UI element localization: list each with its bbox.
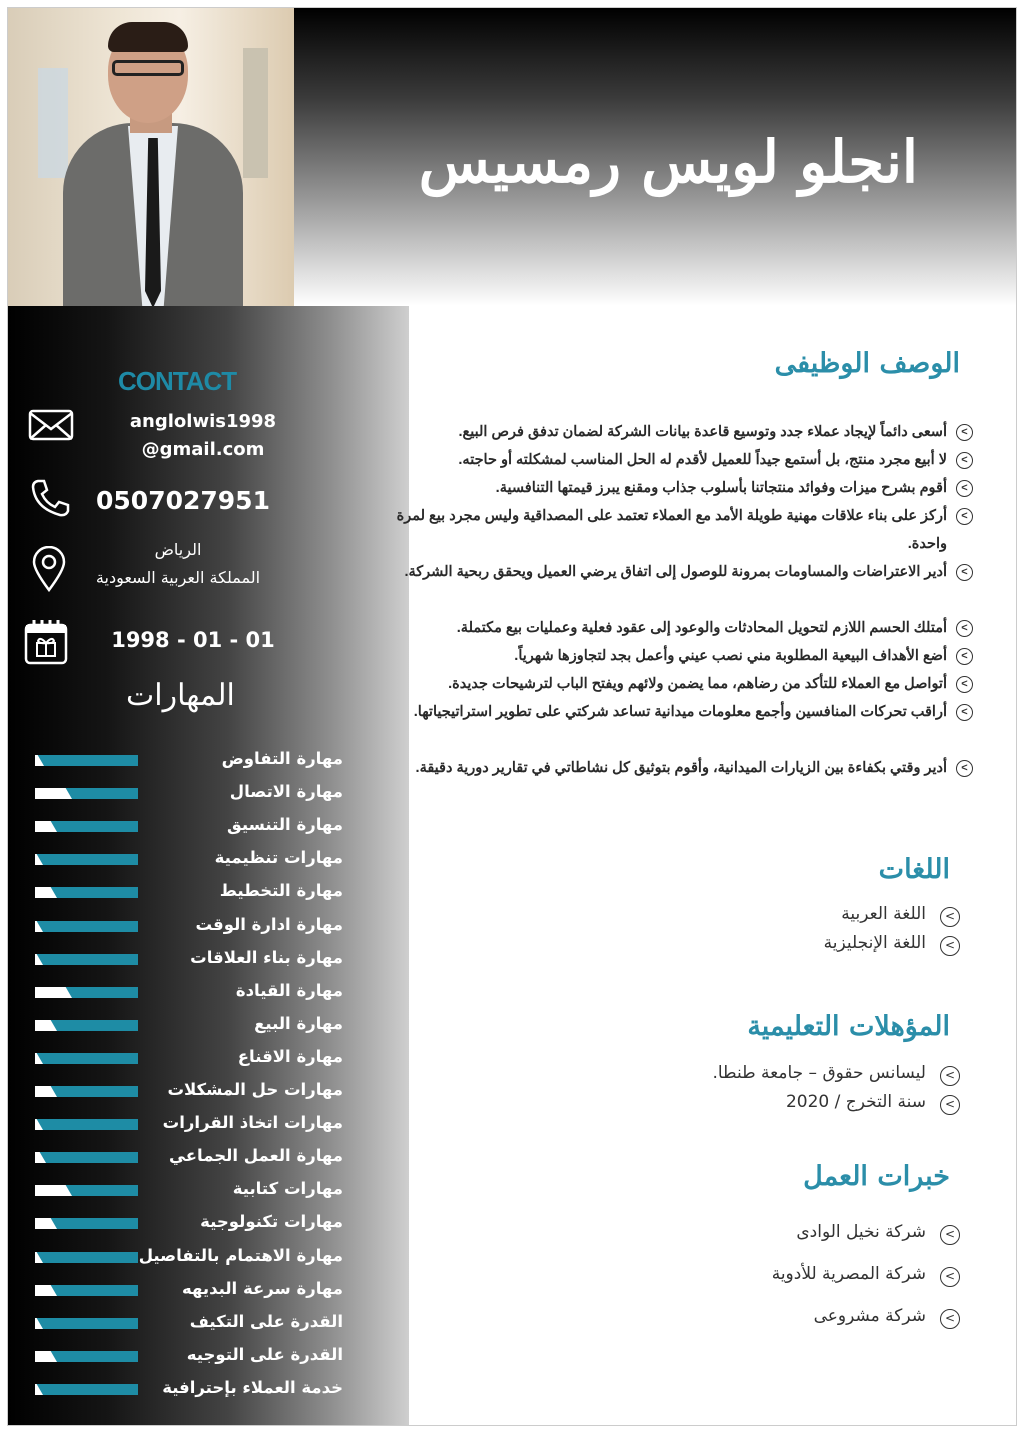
skill-level-bar	[35, 1185, 138, 1196]
skill-bar-unfilled	[35, 887, 57, 898]
skill-level-bar	[35, 921, 138, 932]
skill-label: مهارة ادارة الوقت	[195, 914, 343, 934]
chevron-circle-icon: <	[956, 452, 973, 469]
skill-row	[33, 1113, 343, 1139]
skill-level-bar	[35, 1020, 138, 1031]
list-item-text: أتواصل مع العملاء للتأكد من رضاهم، مما يضمن ولائهم ويفتح الباب لترشيحات جديدة.	[448, 676, 947, 692]
skill-bar-unfilled	[35, 1252, 43, 1263]
skill-bar-unfilled	[35, 755, 44, 766]
chevron-circle-icon: <	[940, 1267, 960, 1287]
job-description-heading: الوصف الوظيفى	[774, 348, 960, 379]
skill-row	[33, 1014, 343, 1040]
list-item-text: أدير الاعتراضات والمساومات بمرونة للوصول إلى اتفاق يرضي العميل ويحقق ربحية الشركة.	[404, 564, 947, 580]
address	[73, 536, 283, 592]
skill-bar-unfilled	[35, 1218, 57, 1229]
list-item	[393, 558, 973, 586]
sidebar	[8, 306, 409, 1426]
skill-label: خدمة العملاء بإحترافية	[162, 1377, 343, 1397]
chevron-circle-icon: <	[956, 564, 973, 581]
email-line-2: @gmail.com	[141, 439, 265, 460]
chevron-circle-icon: <	[956, 704, 973, 721]
list-item-text: لا أبيع مجرد منتج، بل أستمع جيداً للعميل لأقدم له الحل المناسب لمشكلته أو حاجته.	[458, 452, 947, 468]
list-item-text: أركز على بناء علاقات مهنية طويلة الأمد مع العملاء تعتمد على المصداقية وليس مجرد بيع لمرة واحدة.	[396, 508, 947, 552]
chevron-circle-icon: <	[940, 907, 960, 927]
skill-bar-unfilled	[35, 1351, 57, 1362]
skill-bar-unfilled	[35, 1152, 46, 1163]
envelope-icon	[28, 409, 74, 441]
skill-bar-unfilled	[35, 854, 43, 865]
chevron-circle-icon: <	[940, 1066, 960, 1086]
skill-label: القدرة على التكيف	[189, 1311, 343, 1331]
skill-bar-unfilled	[35, 1119, 43, 1130]
chevron-circle-icon: <	[956, 676, 973, 693]
list-item-text: أضع الأهداف البيعية المطلوبة مني نصب عيني وأعمل بجد لتجاوزها شهرياً.	[514, 648, 947, 664]
skill-label: مهارة الاتصال	[229, 782, 343, 802]
skill-row	[33, 1378, 343, 1404]
skill-label: مهارة التفاوض	[221, 749, 343, 768]
skill-level-bar	[35, 987, 138, 998]
list-item-text: اللغة العربية	[841, 904, 926, 924]
list-item-text: ليسانس حقوق – جامعة طنطا.	[712, 1063, 926, 1083]
main-content	[396, 306, 1017, 1426]
contact-heading: CONTACT	[118, 366, 237, 396]
country: المملكة العربية السعودية	[95, 568, 261, 587]
chevron-circle-icon: <	[956, 760, 973, 777]
candidate-name: انجلو لويس رمسيس	[418, 128, 918, 196]
city: الرياض	[154, 540, 202, 559]
skill-row	[33, 1212, 343, 1238]
skill-bar-unfilled	[35, 821, 57, 832]
list-item-text: أقوم بشرح ميزات وفوائد منتجاتنا بأسلوب جذاب ومقنع يبرز قيمتها التنافسية.	[495, 480, 947, 496]
skill-level-bar	[35, 1218, 138, 1229]
chevron-circle-icon: <	[940, 1095, 960, 1115]
chevron-circle-icon: <	[956, 648, 973, 665]
skill-label: مهارة القيادة	[235, 980, 343, 1000]
skill-level-bar	[35, 887, 138, 898]
skill-level-bar	[35, 821, 138, 832]
skill-bar-unfilled	[35, 1285, 57, 1296]
list-item	[393, 474, 973, 502]
list-item-text: شركة نخيل الوادى	[796, 1222, 926, 1242]
skill-bar-unfilled	[35, 1020, 57, 1031]
list-item	[393, 614, 973, 642]
list-item-text: أمتلك الحسم اللازم لتحويل المحادثات والوعود إلى عقود فعلية وعمليات بيع مكتملة.	[456, 620, 947, 636]
list-item	[393, 642, 973, 670]
email-line-1: anglolwis1998	[129, 411, 277, 432]
list-item	[393, 446, 973, 474]
skill-level-bar	[35, 1053, 138, 1064]
skill-level-bar	[35, 1285, 138, 1296]
skill-label: مهارة التنسيق	[226, 815, 343, 835]
list-item-text: أدير وقتي بكفاءة بين الزيارات الميدانية، وأقوم بتوثيق كل نشاطاتي في تقارير دورية دقيقة.	[415, 760, 947, 776]
skill-bar-unfilled	[35, 954, 43, 965]
skill-label: مهارات اتخاذ القرارات	[162, 1113, 343, 1133]
header	[294, 8, 1017, 306]
skill-level-bar	[35, 854, 138, 865]
list-item	[393, 698, 973, 726]
chevron-circle-icon: <	[956, 480, 973, 497]
skill-bar-unfilled	[35, 1185, 72, 1196]
skill-label: مهارة سرعة البديهه	[181, 1278, 343, 1298]
location-pin-icon	[32, 546, 66, 592]
skill-level-bar	[35, 1152, 138, 1163]
chevron-circle-icon: <	[956, 508, 973, 525]
skill-level-bar	[35, 1384, 138, 1395]
skill-label: مهارة العمل الجماعي	[169, 1146, 343, 1166]
skill-row	[33, 948, 343, 974]
list-item	[393, 754, 973, 782]
list-item	[393, 670, 973, 698]
list-item-text: اللغة الإنجليزية	[823, 933, 926, 953]
chevron-circle-icon: <	[940, 1225, 960, 1245]
skill-label: القدرة على التوجيه	[186, 1344, 343, 1364]
skill-row	[33, 1179, 343, 1205]
list-item	[786, 1092, 960, 1112]
skill-level-bar	[35, 954, 138, 965]
list-item-text: شركة مشروعى	[813, 1306, 926, 1326]
skill-label: مهارة الاقناع	[237, 1046, 343, 1066]
chevron-circle-icon: <	[956, 620, 973, 637]
phone-icon	[30, 478, 70, 518]
phone-number[interactable]: 0507027951	[96, 486, 270, 515]
list-item	[772, 1264, 960, 1284]
skill-level-bar	[35, 1252, 138, 1263]
skill-bar-unfilled	[35, 1318, 43, 1329]
skill-level-bar	[35, 1351, 138, 1362]
chevron-circle-icon: <	[956, 424, 973, 441]
list-item	[712, 1063, 960, 1083]
experience-heading: خبرات العمل	[803, 1161, 950, 1192]
email[interactable]	[128, 408, 278, 464]
list-item-text: سنة التخرج / 2020	[785, 1092, 926, 1112]
skill-level-bar	[35, 1119, 138, 1130]
skill-row	[33, 1146, 343, 1172]
list-item-text: أسعى دائماً لإيجاد عملاء جدد وتوسيع قاعدة بيانات الشركة لضمان تدفق فرص البيع.	[458, 424, 947, 440]
skill-bar-unfilled	[35, 1384, 43, 1395]
skill-row	[33, 1047, 343, 1073]
skill-label: مهارات تنظيمية	[214, 848, 343, 868]
chevron-circle-icon: <	[940, 936, 960, 956]
skill-row	[33, 782, 343, 808]
chevron-circle-icon: <	[940, 1309, 960, 1329]
list-item	[393, 502, 973, 558]
resume-page	[7, 7, 1017, 1426]
skill-label: مهارة التخطيط	[219, 881, 343, 901]
skill-bar-unfilled	[35, 1086, 57, 1097]
skill-row	[33, 848, 343, 874]
list-item	[841, 904, 960, 924]
skill-bar-unfilled	[35, 788, 72, 799]
list-item-text: شركة المصرية للأدوية	[771, 1264, 926, 1284]
skill-row	[33, 1279, 343, 1305]
education-heading: المؤهلات التعليمية	[747, 1011, 950, 1042]
birthday-calendar-icon	[24, 618, 70, 666]
skill-row	[33, 915, 343, 941]
birth-date: 1998 - 01 - 01	[111, 628, 275, 652]
skill-level-bar	[35, 1086, 138, 1097]
profile-photo	[8, 8, 294, 306]
skill-row	[33, 1312, 343, 1338]
skill-row	[33, 1345, 343, 1371]
skill-row	[33, 981, 343, 1007]
skill-row	[33, 1246, 343, 1272]
skill-row	[33, 881, 343, 907]
skill-row	[33, 1080, 343, 1106]
skill-label: مهارة البيع	[254, 1013, 343, 1033]
list-item	[824, 933, 960, 953]
skill-row	[33, 749, 343, 775]
skill-bar-unfilled	[35, 1053, 43, 1064]
list-item	[796, 1222, 960, 1242]
skill-label: مهارات حل المشكلات	[167, 1080, 343, 1099]
list-item-text: أراقب تحركات المنافسين وأجمع معلومات ميدانية تساعد شركتي على تطوير استراتيجياتها.	[413, 704, 947, 720]
skill-label: مهارة بناء العلاقات	[190, 947, 343, 967]
list-item	[393, 418, 973, 446]
skills-heading: المهارات	[126, 678, 235, 713]
skill-label: مهارة الاهتمام بالتفاصيل	[138, 1245, 343, 1265]
languages-heading: اللغات	[878, 854, 950, 885]
skill-label: مهارات تكنولوجية	[200, 1212, 343, 1232]
skill-level-bar	[35, 1318, 138, 1329]
skill-row	[33, 815, 343, 841]
skill-bar-unfilled	[35, 921, 43, 932]
skill-bar-unfilled	[35, 987, 72, 998]
list-item	[814, 1306, 960, 1326]
skill-level-bar	[35, 755, 138, 766]
skill-label: مهارات كتابية	[232, 1179, 343, 1199]
skill-level-bar	[35, 788, 138, 799]
